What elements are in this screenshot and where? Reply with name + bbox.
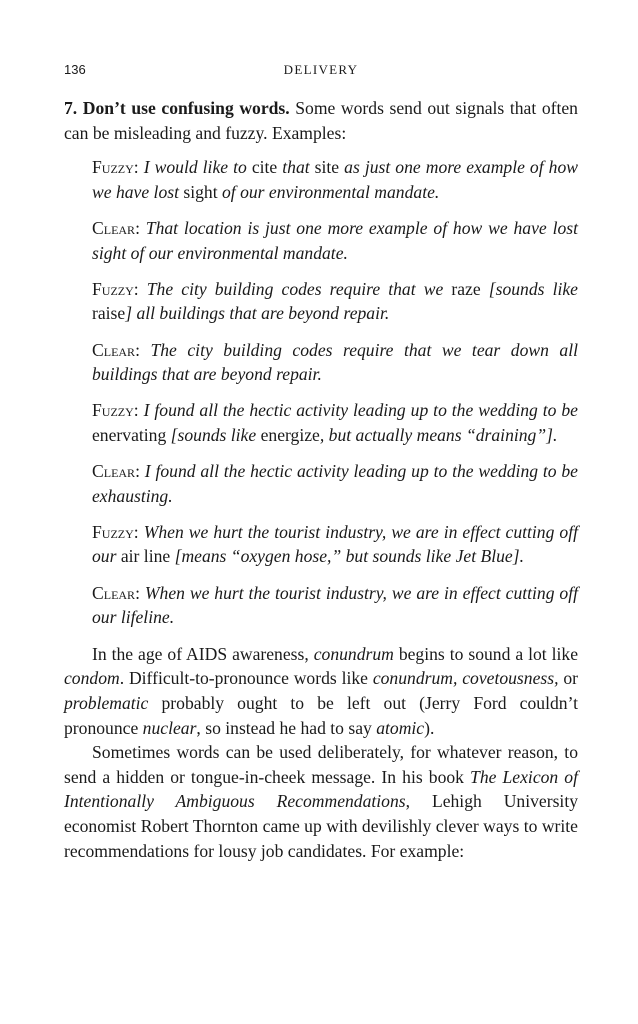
clear-example <box>92 338 578 387</box>
text-run: . Difficult-to-pronounce words like <box>119 668 373 689</box>
body-paragraph <box>64 642 578 740</box>
fuzzy-example <box>92 155 578 204</box>
text-run: begins to sound a lot like <box>393 643 579 664</box>
text-run: , Lehigh University economist Robert Thornton came up with devilishly clever ways to write recommendations for lousy job candidates. For example: <box>64 791 579 861</box>
example-label: Fuzzy: <box>92 278 139 299</box>
example-label: Fuzzy: <box>92 400 139 421</box>
italic-text: nuclear <box>142 717 197 738</box>
italic-text: condom <box>64 668 120 689</box>
text-run: ). <box>424 717 435 738</box>
italic-text: The city building codes require that we <box>138 278 444 299</box>
text-run: Sometimes words can be used deliberately, for whatever reason, to send a hidden or tongue-in-cheek message. In his book <box>64 742 578 787</box>
italic-text: atomic <box>376 717 425 738</box>
italic-text: I found all the hectic activity leading up to the wedding to be exhausting. <box>92 461 578 506</box>
italic-text: I would like to <box>138 157 247 178</box>
text-run: raise <box>92 303 126 324</box>
italic-text: When we hurt the tourist industry, we are in effect cutting off our <box>92 521 578 567</box>
example-label: Fuzzy: <box>92 521 139 542</box>
clear-example <box>92 216 578 265</box>
italic-text: that <box>282 157 310 178</box>
italic-text: conundrum <box>313 643 394 664</box>
section-intro: Some words send out signals that often can be misleading and fuzzy. Examples: <box>64 98 578 143</box>
text-run: In the age of AIDS awareness, <box>92 643 314 664</box>
italic-text: I found all the hectic activity leading up to the wedding to be <box>138 400 578 421</box>
italic-text: When we hurt the tourist industry, we are in effect cutting off our lifeline. <box>92 582 578 628</box>
text-run: cite <box>246 157 283 178</box>
text-run: raze <box>443 278 489 299</box>
italic-text: as just one more example of how we have lost <box>92 157 578 202</box>
example-label: Clear: <box>92 217 140 238</box>
italic-text: [means “oxygen hose,” but sounds like Jet Blue]. <box>174 546 524 567</box>
examples-list <box>64 155 578 630</box>
fuzzy-example <box>92 398 578 447</box>
italic-text: That location is just one more example of how we have lost sight of our environmental mandate. <box>92 217 578 263</box>
text-run: air line <box>116 546 175 567</box>
text-run: or <box>558 668 578 689</box>
clear-example <box>92 459 578 508</box>
example-label: Fuzzy: <box>92 157 139 178</box>
italic-text: of our environmental mandate. <box>222 181 440 202</box>
example-label: Clear: <box>92 461 140 482</box>
italic-text: The city building codes require that we tear down all buildings that are beyond repair. <box>92 339 578 385</box>
running-head: DELIVERY <box>283 62 359 77</box>
italic-text: problematic <box>64 693 149 714</box>
example-label: Clear: <box>92 339 140 360</box>
book-page <box>64 62 578 863</box>
italic-text: [sounds like <box>488 278 578 299</box>
italic-text: ] all buildings that are beyond repair. <box>125 303 390 324</box>
fuzzy-example <box>92 277 578 326</box>
text-run: enervating <box>92 424 171 445</box>
body-text <box>64 642 578 863</box>
text-run: energize <box>256 424 320 445</box>
body-paragraph <box>64 740 578 863</box>
section-heading: 7. Don’t use confusing words. <box>64 98 290 118</box>
example-label: Clear: <box>92 582 140 603</box>
italic-text: The Lexicon of Intentionally Ambiguous Recommendations <box>64 766 578 812</box>
text-run: probably ought to be left out (Jerry Ford couldn’t pronounce <box>64 693 578 738</box>
italic-text: conundrum, covetousness, <box>372 668 559 689</box>
italic-text: [sounds like <box>170 424 257 445</box>
text-run: site <box>309 157 345 178</box>
fuzzy-example <box>92 520 578 569</box>
page-number: 136 <box>64 62 86 77</box>
page-header <box>64 62 578 84</box>
text-run: , so instead he had to say <box>196 717 377 738</box>
text-run: sight <box>178 181 222 202</box>
italic-text: , but actually means “draining”]. <box>319 424 558 445</box>
clear-example <box>92 581 578 630</box>
section-lead <box>64 96 578 145</box>
